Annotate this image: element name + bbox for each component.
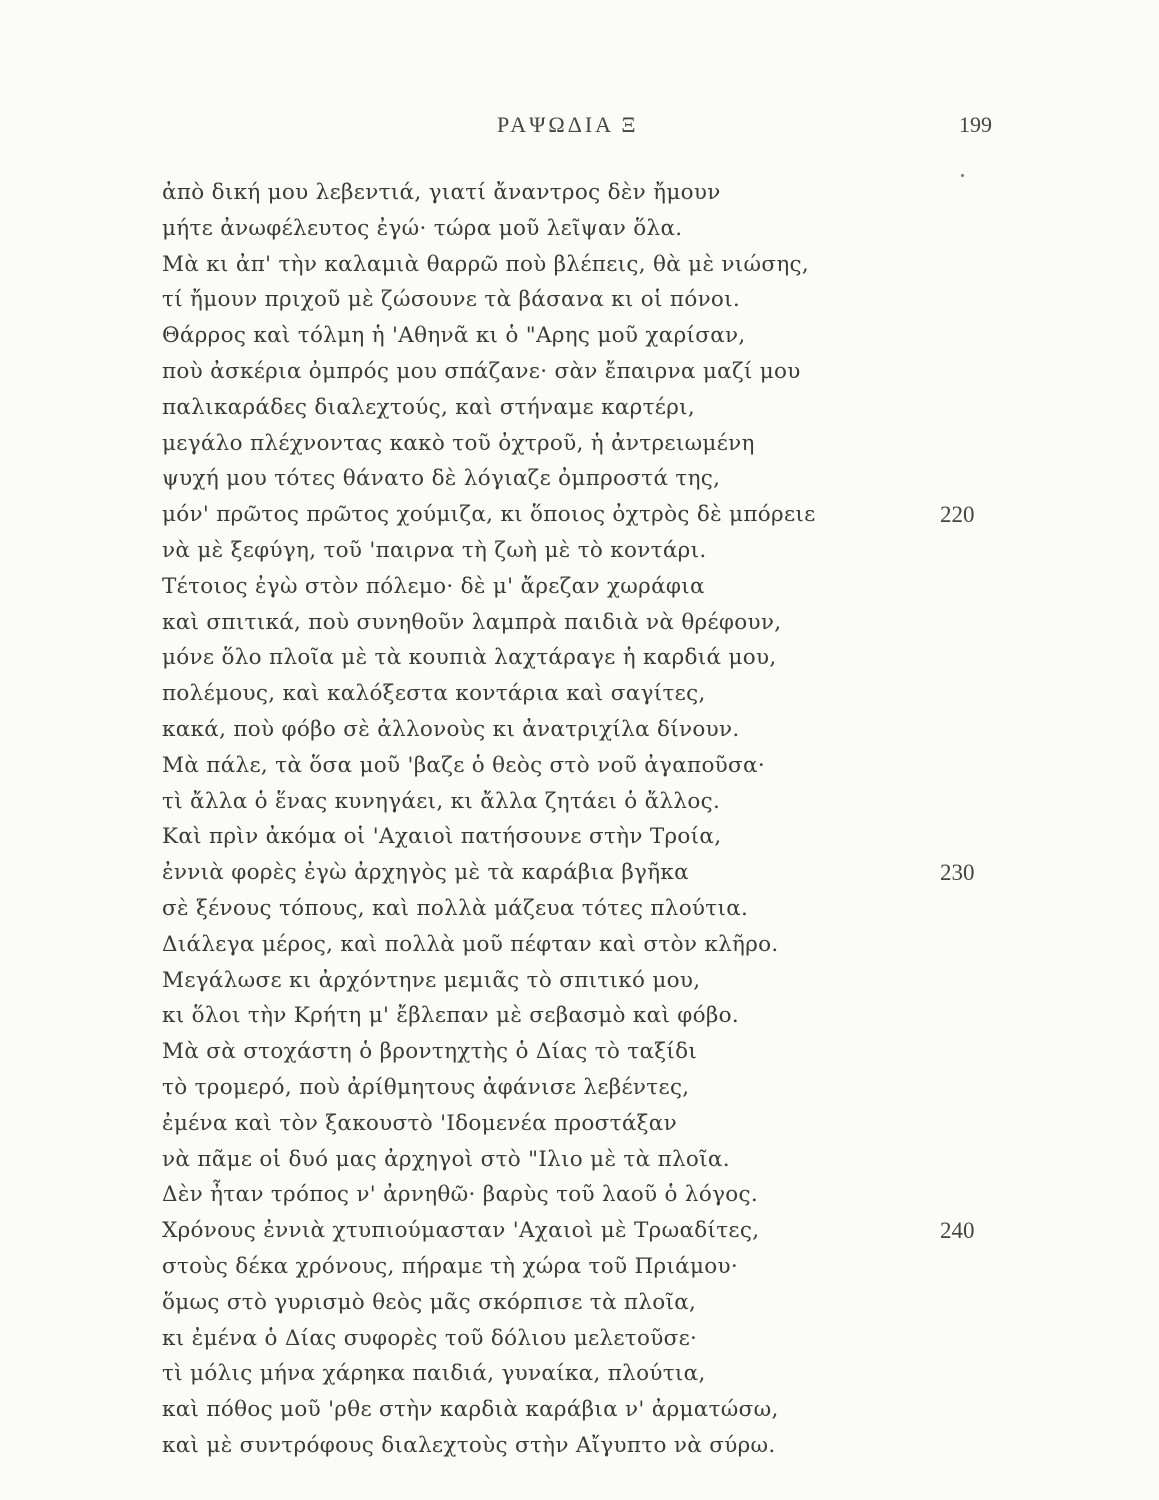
verse-text: τὶ μόλις μήνα χάρηκα παιδιά, γυναίκα, πλούτια, xyxy=(162,1361,706,1387)
verse-line xyxy=(162,605,1002,641)
verse-line xyxy=(162,1070,1002,1106)
verse-line xyxy=(162,784,1002,820)
verse-line xyxy=(162,927,1002,963)
verse-line xyxy=(162,1249,1002,1285)
verse-text: μόν' πρῶτος πρῶτος χούμιζα, κι ὅποιος ὀχτρὸς δὲ μπόρειε xyxy=(162,502,816,528)
verse-text: νὰ μὲ ξεφύγη, τοῦ 'παιρνα τὴ ζωὴ μὲ τὸ κοντάρι. xyxy=(162,537,707,563)
verse-text: τὶ ἄλλα ὁ ἕνας κυνηγάει, κι ἄλλα ζητάει ὁ ἄλλος. xyxy=(162,788,721,814)
verse-text: πολέμους, καὶ καλόξεστα κοντάρια καὶ σαγίτες, xyxy=(162,681,706,707)
verse-text: νὰ πᾶμε οἱ δυό μας ἀρχηγοὶ στὸ "Ιλιο μὲ τὰ πλοῖα. xyxy=(162,1146,730,1172)
verse-text: ψυχή μου τότες θάνατο δὲ λόγιαζε ὀμπροστά της, xyxy=(162,466,721,492)
verse-line xyxy=(162,640,1002,676)
verse-text: ἐμένα καὶ τὸν ξακουστὸ 'Ιδομενέα προστάξαν xyxy=(162,1110,677,1136)
running-title: ΡΑΨΩΔΙΑ Ξ xyxy=(497,112,639,137)
verse-text: τὸ τρομερό, ποὺ ἀρίθμητους ἀφάνισε λεβέντες, xyxy=(162,1074,690,1100)
verse-text: τί ἤμουν πριχοῦ μὲ ζώσουνε τὰ βάσανα κι οἱ πόνοι. xyxy=(162,287,741,313)
verse-text: Μὰ πάλε, τὰ ὅσα μοῦ 'βαζε ὁ θεὸς στὸ νοῦ ἀγαποῦσα· xyxy=(162,752,765,778)
verse-text: παλικαράδες διαλεχτούς, καὶ στήναμε καρτέρι, xyxy=(162,394,696,420)
verse-line xyxy=(162,569,1002,605)
verse-line xyxy=(162,819,1002,855)
verse-line xyxy=(162,461,1002,497)
verse-text: καὶ σπιτικά, ποὺ συνηθοῦν λαμπρὰ παιδιὰ νὰ θρέφουν, xyxy=(162,609,782,635)
verse-line xyxy=(162,1034,1002,1070)
line-number: 220 xyxy=(940,502,975,528)
verse-line xyxy=(162,318,1002,354)
verse-line xyxy=(162,175,1002,211)
verse-text: ποὺ ἀσκέρια ὀμπρός μου σπάζανε· σὰν ἔπαιρνα μαζί μου xyxy=(162,358,801,384)
page-number: 199 xyxy=(959,112,992,137)
verse-line xyxy=(162,855,1002,891)
verse-text: Χρόνους ἐννιὰ χτυπιούμασταν 'Αχαιοὶ μὲ Τρωαδίτες, xyxy=(162,1218,760,1244)
verse-line xyxy=(162,1356,1002,1392)
verse-text: ἐννιὰ φορὲς ἐγὼ ἀρχηγὸς μὲ τὰ καράβια βγῆκα xyxy=(162,860,689,886)
verse-text: σὲ ξένους τόπους, καὶ πολλὰ μάζευα τότες πλούτια. xyxy=(162,895,749,921)
verse-line xyxy=(162,426,1002,462)
verse-line xyxy=(162,1106,1002,1142)
verse-line xyxy=(162,676,1002,712)
verse-line xyxy=(162,1392,1002,1428)
verse-line xyxy=(162,712,1002,748)
verse-line xyxy=(162,282,1002,318)
verse-text: Θάρρος καὶ τόλμη ἡ 'Αθηνᾶ κι ὁ "Αρης μοῦ χαρίσαν, xyxy=(162,323,746,349)
line-number: 240 xyxy=(940,1218,975,1244)
verse-line xyxy=(162,963,1002,999)
verse-line xyxy=(162,891,1002,927)
verse-line xyxy=(162,533,1002,569)
verse-text: μήτε ἀνωφέλευτος ἐγώ· τώρα μοῦ λεῖψαν ὅλα. xyxy=(162,215,683,241)
verse-text: Διάλεγα μέρος, καὶ πολλὰ μοῦ πέφταν καὶ στὸν κλῆρο. xyxy=(162,931,779,957)
verse-text: κι ὅλοι τὴν Κρήτη μ' ἔβλεπαν μὲ σεβασμὸ καὶ φόβο. xyxy=(162,1003,740,1029)
verse-text: Μὰ κι ἀπ' τὴν καλαμιὰ θαρρῶ ποὺ βλέπεις, θὰ μὲ νιώσης, xyxy=(162,251,809,277)
verse-text: μόνε ὅλο πλοῖα μὲ τὰ κουπιὰ λαχτάραγε ἡ καρδιά μου, xyxy=(162,645,777,671)
verse-line xyxy=(162,1285,1002,1321)
verse-line xyxy=(162,211,1002,247)
verse-text: ἀπὸ δική μου λεβεντιά, γιατί ἄναντρος δὲν ἤμουν xyxy=(162,180,721,205)
verse-text: καὶ πόθος μοῦ 'ρθε στὴν καρδιὰ καράβια ν' ἀρματώσω, xyxy=(162,1397,779,1423)
verse-line xyxy=(162,1177,1002,1213)
verse-text: μεγάλο πλέχνοντας κακὸ τοῦ ὀχτροῦ, ἡ ἀντρειωμένη xyxy=(162,430,755,456)
verse-line xyxy=(162,497,1002,533)
verse-line xyxy=(162,247,1002,283)
verse-text: ὅμως στὸ γυρισμὸ θεὸς μᾶς σκόρπισε τὰ πλοῖα, xyxy=(162,1289,697,1315)
verse-block xyxy=(162,175,1002,1464)
verse-text: καὶ μὲ συντρόφους διαλεχτοὺς στὴν Αἴγυπτο νὰ σύρω. xyxy=(162,1432,776,1458)
verse-line xyxy=(162,1321,1002,1357)
verse-line xyxy=(162,1428,1002,1464)
line-number: 230 xyxy=(940,860,975,886)
verse-line xyxy=(162,1142,1002,1178)
verse-text: στοὺς δέκα χρόνους, πήραμε τὴ χώρα τοῦ Πριάμου· xyxy=(162,1253,739,1279)
verse-text: κι ἐμένα ὁ Δίας συφορὲς τοῦ δόλιου μελετοῦσε· xyxy=(162,1325,698,1351)
verse-line xyxy=(162,998,1002,1034)
verse-line xyxy=(162,748,1002,784)
verse-line xyxy=(162,354,1002,390)
verse-text: Καὶ πρὶν ἀκόμα οἱ 'Αχαιοὶ πατήσουνε στὴν Τροία, xyxy=(162,824,722,850)
running-head xyxy=(160,112,992,146)
verse-text: Δὲν ἦταν τρόπος ν' ἀρνηθῶ· βαρὺς τοῦ λαοῦ ὁ λόγος. xyxy=(162,1182,758,1208)
verse-line xyxy=(162,390,1002,426)
verse-text: Τέτοιος ἐγὼ στὸν πόλεμο· δὲ μ' ἄρεζαν χωράφια xyxy=(162,573,705,599)
verse-line xyxy=(162,1213,1002,1249)
verse-text: Μεγάλωσε κι ἀρχόντηνε μεμιᾶς τὸ σπιτικό μου, xyxy=(162,967,701,993)
verse-text: κακά, ποὺ φόβο σὲ ἀλλονοὺς κι ἀνατριχίλα δίνουν. xyxy=(162,716,740,742)
verse-text: Μὰ σὰ στοχάστη ὁ βροντηχτὴς ὁ Δίας τὸ ταξίδι xyxy=(162,1039,698,1065)
